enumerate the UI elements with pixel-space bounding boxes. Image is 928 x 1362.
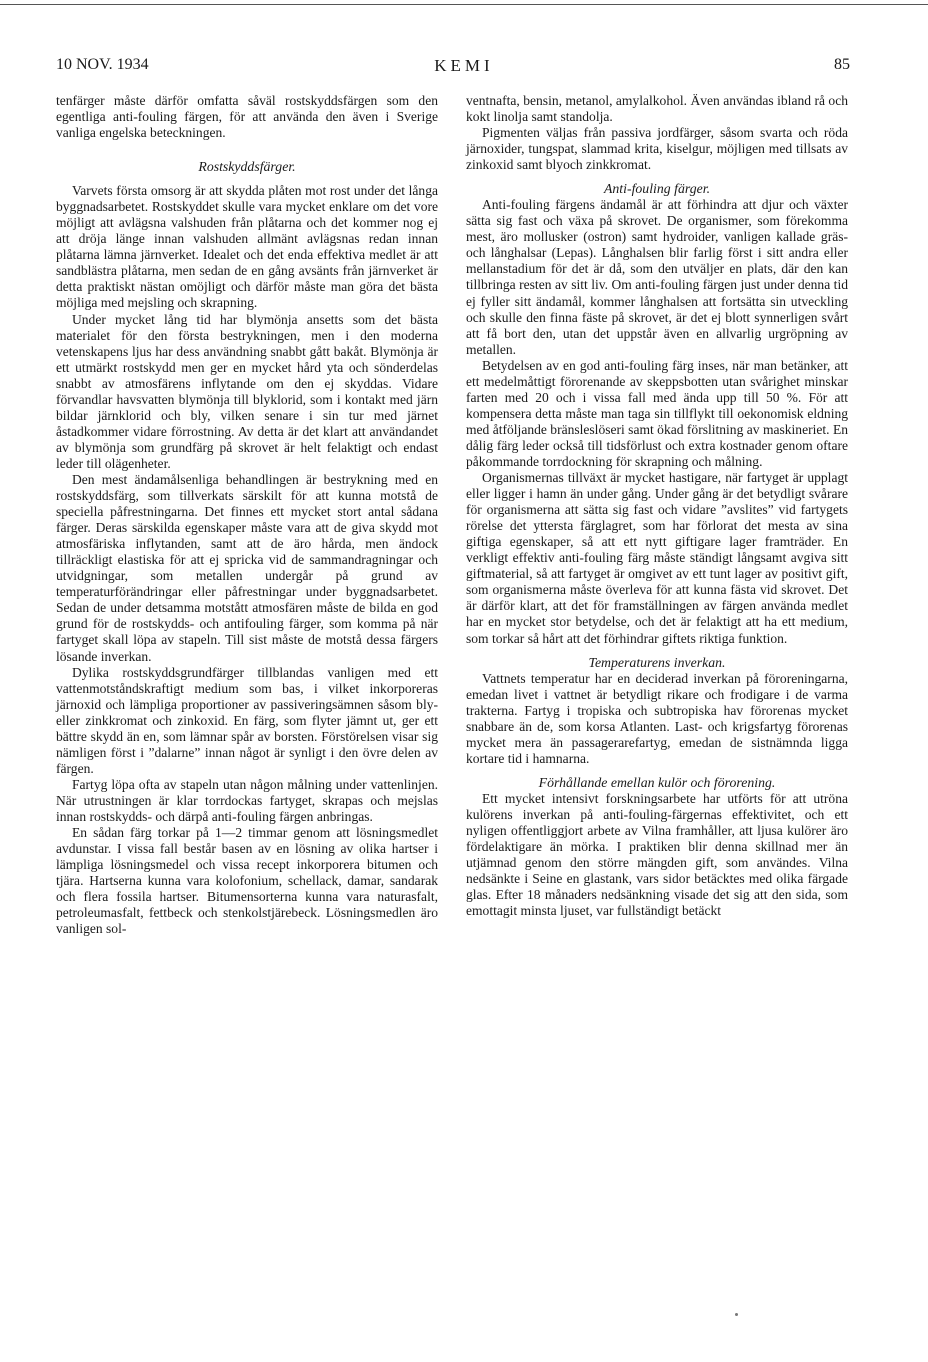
section-heading-kulor: Förhållande emellan kulör och förorening. [538, 774, 776, 790]
paragraph: Anti-fouling färgens ändamål är att förhindra att djur och växter sätta sig fast och växa på skrovet. De organismer, som förekomma mest, äro mollusker (ostron) samt hydroider, vanligen kallade gräs- och långhalsar (Lepas). Långhalsen blir farlig först i sitt andra eller mellanstadium för det är då, som den utväljer en plats, där den kan tillbringa resten av sitt liv. Om anti-fouling färgen just under denna tid ej fyller sitt ändamål, kommer långhalsen att fortsätta sin utveckling och skulle den finna fäste på skrovet, är det ej blott synnerligen svårt att få bort den, utan det uppstår även en allvarlig urgröpning av metallen. [466, 197, 848, 357]
paragraph: Dylika rostskyddsgrundfärger tillblandas vanligen med ett vattenmotståndskraftigt medium som bas, i vilket inkorporeras järnoxid och lämpliga proportioner av passiveringsämnen såsom bly- eller zinkkromat och zinkoxid. En färg, som flyter jämnt ut, ger ett bättre skydd än en, som lämnar spår av borsten. Förstörelsen visar sig nämligen först i ”dalarne” innan något är synligt i den övre delen av färgen. [56, 664, 438, 776]
header-date: 10 NOV. 1934 [56, 56, 149, 73]
paragraph: Varvets första omsorg är att skydda plåten mot rost under det långa byggnadsarbetet. Rostskyddet skulle vara mycket enklare om det vore möjligt att avlägsna valshuden från plåtarna och det kommer nog ej att dröja länge innan valshuden allmänt avlägsnas redan innan plåtarna lämna järnverket. Idealet och det enda effektiva medlet är att sandblästra plåtarna, men sedan de en gång avsänts från järnverket är detta praktiskt nästan omöjligt och därför måste man göra det bästa möjliga med mejsling och skrapning. [56, 183, 438, 311]
section-heading-anti-fouling: Anti-fouling färger. [603, 181, 711, 197]
section-heading-temperatur: Temperaturens inverkan. [588, 654, 726, 670]
paragraph: En sådan färg torkar på 1—2 timmar genom att lösningsmedlet avdunstar. I vissa fall består basen av en lösning av olika hartser i lämpliga lösningsmedel och vissa recept inkorporera bitumen och tjära. Hartserna kunna vara kolofonium, schellack, damar, sandarak och flera fossila hartser. Bitumensorterna kunna vara naturasfalt, petroleumasfalt, fettbeck och stenkolstjärebeck. Lösningsmedlen äro vanligen sol- [56, 825, 438, 937]
header-journal-title: KEMI [434, 56, 494, 75]
left-column [56, 93, 438, 937]
print-speck [735, 1313, 738, 1316]
paragraph: Vattnets temperatur har en deciderad inverkan på föroreningarna, emedan livet i vattnet är betydligt rikare och frodigare i de varma trakterna. Fartyg i tropiska och subtropiska hav förorenas mycket snabbare än de, som korsa Atlanten. Last- och krigsfartyg förorenas mycket mera än passagerarefartyg, emedan de sistnämnda ligga kortare tid i hamnarna. [466, 670, 848, 766]
continued-paragraph: ventnafta, bensin, metanol, amylalkohol. Även användas ibland rå och kokt linolja samt standolja. [466, 93, 848, 125]
right-column [466, 93, 848, 919]
paragraph: Fartyg löpa ofta av stapeln utan någon målning under vattenlinjen. När utrustningen är klar torrdockas fartyget, skrapas och mejslas innan rostskydds- och därpå anti-fouling färgen anbringas. [56, 776, 438, 824]
paragraph: Den mest ändamålsenliga behandlingen är bestrykning med en rostskyddsfärg, som tillverkats särskilt för att kunna motstå de speciella påfrestningarna. Det finnes ett mycket stort antal sådana färger. Deras särskilda egenskaper måste vara att de giva skydd mot atmosfäriska inflytanden, samt att de äro hårda, men ändock tillräckligt elastiska för att ej spricka vid de sammandragningar och utvidgningar, som metallen undergår på grund av temperaturförändringar eller påfrestningar under byggnadsarbetet. Sedan de under detsamma motstått atmosfären måste de bilda en god grund för de rostskydds- och antifouling färger, som komma på när fartyget skall löpa av stapeln. Till sist måste de motstå dessa färgers lösande inverkan. [56, 471, 438, 664]
paragraph: Organismernas tillväxt är mycket hastigare, när fartyget är upplagt eller ligger i hamn än under gång. Under gång är det betydligt svårare för organismerna att sätta sig fast och vidare ”avslites” vid fartygets rörelse det yttersta färglagret, som har förlorat det mesta av sina giftiga egenskaper, så att ett nytt giftigare lager framträder. En verkligt effektiv anti-fouling färg måste ständigt långsamt avgiva sitt giftmaterial, så att fartyget är omgivet av ett tunt lager av positivt gift, som organismerna måste överleva för att kunna fästa vid skrovet. Det är därför klart, att det för framställningen av färgen använda medlet har en mycket stor betydelse, och det är felaktigt att ha ett medium, som torkar så hårt att det förhindrar giftets riktiga funktion. [466, 470, 848, 646]
paragraph: Under mycket lång tid har blymönja ansetts som det bästa materialet för den första bestrykningen, men i den moderna vetenskapens ljus har dess användning snabbt gått bakåt. Blymönja är ett utmärkt rostskydd men ger en mycket hård yta och sönderdelas snabbt av atmosfärens inflytande om den ej skyddas. Vidare förvandlar havsvatten blymönja till blyklorid, som i kontakt med järn bildar järnklorid och bly, vilken senare i sin tur med järnet åstadkommer vidare förrostning. Av detta är det klart att användandet av blymönja som grundfärg på skrovet är helt felaktigt och endast leder till olägenheter. [56, 311, 438, 471]
paragraph: Ett mycket intensivt forskningsarbete har utförts för att utröna kulörens inverkan på anti-fouling-färgernas effektivitet, och ett nyligen offentliggjort arbete av Vilna framhåller, att ljusa kulörer äro fördelaktigare än mörka. I praktiken blir denna skillnad mer än utjämnad genom den större mängden gift, som användes. Vilna nedsänkte i Seine en glastank, vars sidor betäcktes med olika färgade glas. Efter 18 månaders nedsänkning visade det sig att den sida, som emottagit minsta ljuset, var fullständigt betäckt [466, 790, 848, 919]
section-heading-rostskyddsfarger: Rostskyddsfärger. [198, 159, 296, 175]
continued-paragraph: tenfärger måste därför omfatta såväl rostskyddsfärgen som den egentliga anti-fouling färgen, för att använda den även i Sverige vanliga engelska beteckningen. [56, 93, 438, 141]
paragraph: Pigmenten väljas från passiva jordfärger, såsom svarta och röda järnoxider, tungspat, slammad krita, kiselgur, möjligen med tillsats av zinkoxid samt blyoch zinkkromat. [466, 125, 848, 173]
top-border-line [0, 4, 928, 5]
header-page-number: 85 [834, 56, 850, 73]
paragraph: Betydelsen av en god anti-fouling färg inses, när man betänker, att ett medelmåttigt förorenande av skeppsbotten utan svårighet minskar farten med 20 och i vissa fall med ända upp till 50 %. För att kompensera detta måste man taga sin tillflykt till oekonomisk eldning med åtföljande bränsleslöseri samt ökad förslitning av maskineriet. En dålig färg leder också till tidsförlust och extra kostnader genom oftare påkommande torrdockning för skrapning och målning. [466, 357, 848, 469]
